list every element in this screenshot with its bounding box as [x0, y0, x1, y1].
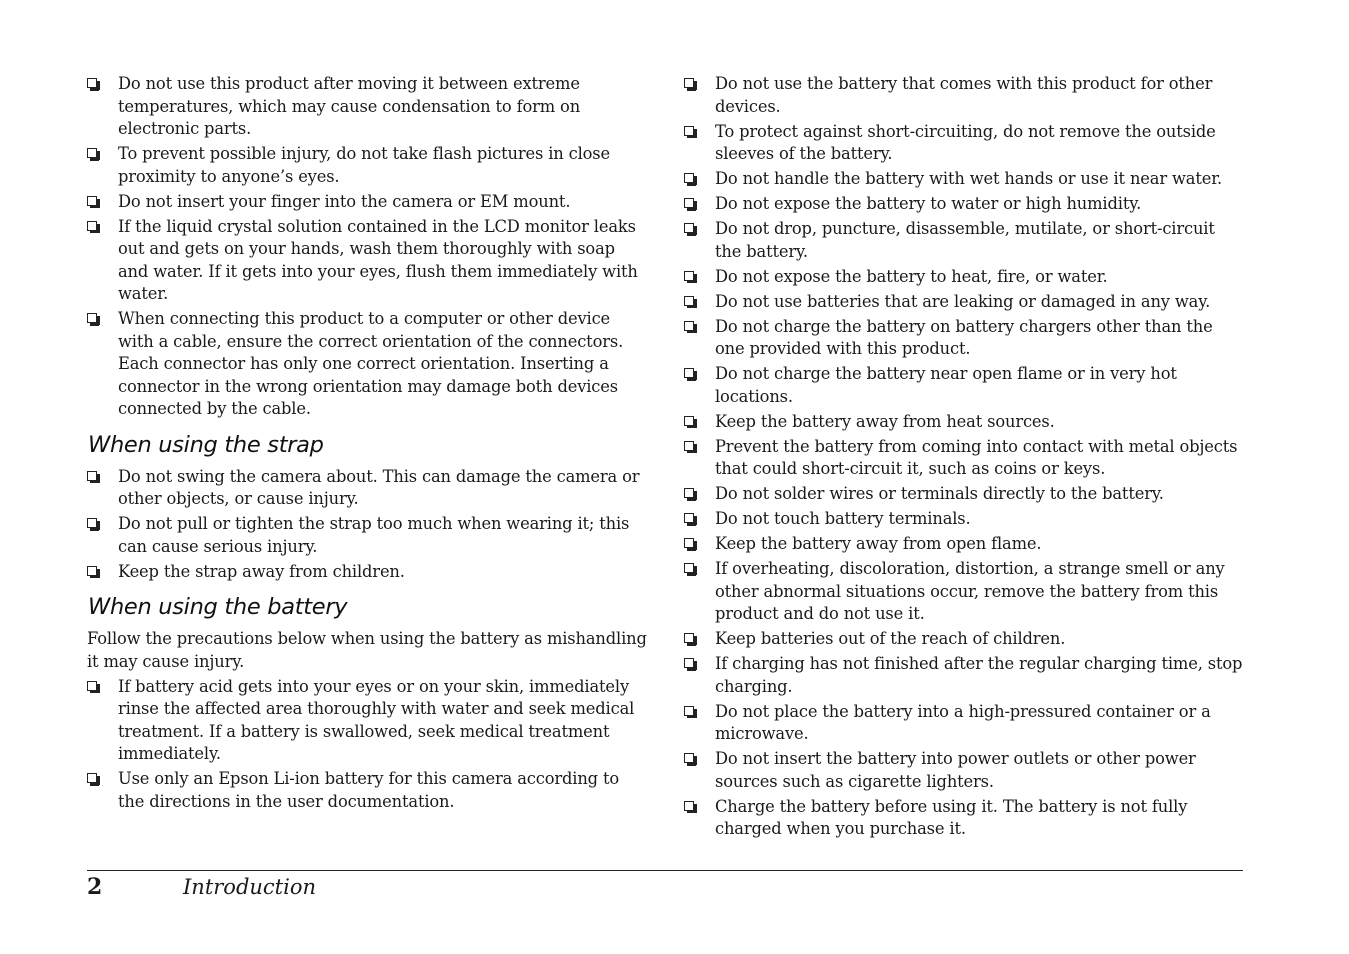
list-item — [87, 73, 647, 141]
list-item-text: Do not handle the battery with wet hands or use it near water. — [715, 169, 1223, 188]
checkbox-bullet-icon — [684, 416, 694, 426]
checkbox-bullet-icon — [684, 368, 694, 378]
list-item-text: Do not use this product after moving it between extreme temperatures, which may cause condensation to form on electronic parts. — [118, 74, 581, 138]
list-item-text: Use only an Epson Li-ion battery for this camera according to the directions in the user documentation. — [118, 769, 619, 811]
list-item — [87, 676, 647, 766]
checkbox-bullet-icon — [684, 198, 694, 208]
checkbox-bullet-icon — [684, 563, 694, 573]
list-item-text: Keep the battery away from heat sources. — [715, 411, 1055, 431]
checkbox-bullet-icon — [684, 801, 694, 811]
list-item-text: Do not solder wires or terminals directly to the battery. — [715, 484, 1164, 503]
list-item — [87, 466, 647, 511]
list-item — [684, 558, 1244, 626]
list-item-text: Do not insert the battery into power outlets or other power sources such as cigarette lighters. — [715, 749, 1196, 791]
list-item-text: Do not use the battery that comes with this product for other devices. — [715, 74, 1213, 116]
list-item-text: Do not drop, puncture, disassemble, mutilate, or short-circuit the battery. — [715, 219, 1215, 261]
list-item — [87, 513, 647, 558]
right-column — [684, 73, 1244, 843]
list-item-text: Do not expose the battery to heat, fire, or water. — [715, 266, 1108, 286]
list-item-text: If overheating, discoloration, distortion, a strange smell or any other abnormal situations occur, remove the battery from this product and do not use it. — [715, 559, 1225, 623]
checkbox-bullet-icon — [684, 223, 694, 233]
list-item — [87, 308, 647, 421]
list-item-text: Do not touch battery terminals. — [715, 509, 971, 528]
strap-heading: When using the strap — [88, 431, 324, 458]
checkbox-bullet-icon — [684, 321, 694, 331]
list-item — [684, 748, 1244, 793]
battery-heading: When using the battery — [88, 594, 348, 620]
checkbox-bullet-icon — [87, 566, 97, 576]
checkbox-bullet-icon — [87, 196, 97, 206]
list-item — [684, 411, 1244, 434]
section-name: Introduction — [183, 875, 316, 899]
list-item — [684, 363, 1244, 408]
list-item-text: Keep batteries out of the reach of children. — [715, 629, 1066, 648]
battery-intro: Follow the precautions below when using the battery as mishandling it may cause injury. — [87, 629, 647, 671]
list-item-text: Prevent the battery from coming into contact with metal objects that could short-circuit it, such as coins or keys. — [715, 436, 1238, 478]
checkbox-bullet-icon — [684, 633, 694, 643]
checkbox-bullet-icon — [684, 296, 694, 306]
checkbox-bullet-icon — [684, 173, 694, 183]
list-item-text: To prevent possible injury, do not take flash pictures in close proximity to anyone’s eyes. — [118, 144, 610, 186]
battery-list-right — [684, 73, 1244, 841]
list-item-text: If charging has not finished after the regular charging time, stop charging. — [715, 654, 1243, 696]
checkbox-bullet-icon — [87, 681, 97, 691]
checkbox-bullet-icon — [684, 78, 694, 88]
list-item-text: Do not place the battery into a high-pressured container or a microwave. — [715, 701, 1211, 743]
list-item-text: Do not pull or tighten the strap too much when wearing it; this can cause serious injury. — [118, 514, 630, 556]
list-item — [684, 436, 1244, 481]
checkbox-bullet-icon — [684, 706, 694, 716]
battery-list-left — [87, 676, 647, 814]
list-item — [87, 216, 647, 306]
list-item-text: Do not expose the battery to water or high humidity. — [715, 194, 1142, 213]
list-item-text: To protect against short-circuiting, do not remove the outside sleeves of the battery. — [715, 121, 1216, 163]
checkbox-bullet-icon — [87, 518, 97, 528]
checkbox-bullet-icon — [684, 488, 694, 498]
list-item-text: Do not charge the battery near open flame or in very hot locations. — [715, 364, 1177, 406]
checkbox-bullet-icon — [684, 513, 694, 523]
list-item — [684, 796, 1244, 841]
list-item — [684, 73, 1244, 118]
footer-rule — [87, 870, 1243, 871]
list-item — [684, 193, 1244, 216]
list-item — [684, 483, 1244, 506]
list-item — [87, 561, 647, 584]
checkbox-bullet-icon — [684, 538, 694, 548]
list-item — [87, 191, 647, 214]
list-item — [87, 143, 647, 188]
checkbox-bullet-icon — [87, 313, 97, 323]
list-item — [684, 508, 1244, 531]
checkbox-bullet-icon — [87, 78, 97, 88]
list-item — [684, 218, 1244, 263]
list-item-text: Keep the strap away from children. — [118, 561, 405, 581]
list-item-text: If the liquid crystal solution contained in the LCD monitor leaks out and gets on your hands, wash them thoroughly with soap and water. If it gets into your eyes, flush them immediately with water. — [118, 216, 638, 303]
checkbox-bullet-icon — [87, 471, 97, 481]
list-item-text: If battery acid gets into your eyes or on your skin, immediately rinse the affected area thoroughly with water and seek medical treatment. If a battery is swallowed, seek medical treatment immediately. — [118, 676, 635, 763]
page-number: 2 — [87, 874, 103, 900]
list-item-text: When connecting this product to a computer or other device with a cable, ensure the correct orientation of the connectors. Each connector has only one correct orientation. Inserting a connector in the wrong orientation may damage both devices connected by the cable. — [118, 309, 624, 418]
checkbox-bullet-icon — [87, 221, 97, 231]
list-item-text: Do not insert your finger into the camera or EM mount. — [118, 191, 571, 211]
checkbox-bullet-icon — [87, 148, 97, 158]
list-item — [684, 266, 1244, 289]
list-item — [684, 291, 1244, 314]
checkbox-bullet-icon — [87, 773, 97, 783]
list-item-text: Do not use batteries that are leaking or damaged in any way. — [715, 291, 1211, 311]
list-item-text: Do not charge the battery on battery chargers other than the one provided with this product. — [715, 316, 1213, 358]
list-item — [87, 768, 647, 813]
strap-list — [87, 466, 647, 584]
checkbox-bullet-icon — [684, 271, 694, 281]
checkbox-bullet-icon — [684, 753, 694, 763]
checkbox-bullet-icon — [684, 126, 694, 136]
left-column — [87, 73, 647, 816]
list-item — [684, 628, 1244, 651]
list-item-text: Do not swing the camera about. This can damage the camera or other objects, or cause injury. — [118, 466, 640, 508]
checkbox-bullet-icon — [684, 441, 694, 451]
precautions-list — [87, 73, 647, 421]
list-item — [684, 316, 1244, 361]
list-item — [684, 653, 1244, 698]
list-item-text: Charge the battery before using it. The battery is not fully charged when you purchase it. — [715, 796, 1188, 838]
checkbox-bullet-icon — [684, 658, 694, 668]
list-item — [684, 701, 1244, 746]
list-item-text: Keep the battery away from open flame. — [715, 534, 1042, 553]
list-item — [684, 533, 1244, 556]
list-item — [684, 168, 1244, 191]
list-item — [684, 121, 1244, 166]
